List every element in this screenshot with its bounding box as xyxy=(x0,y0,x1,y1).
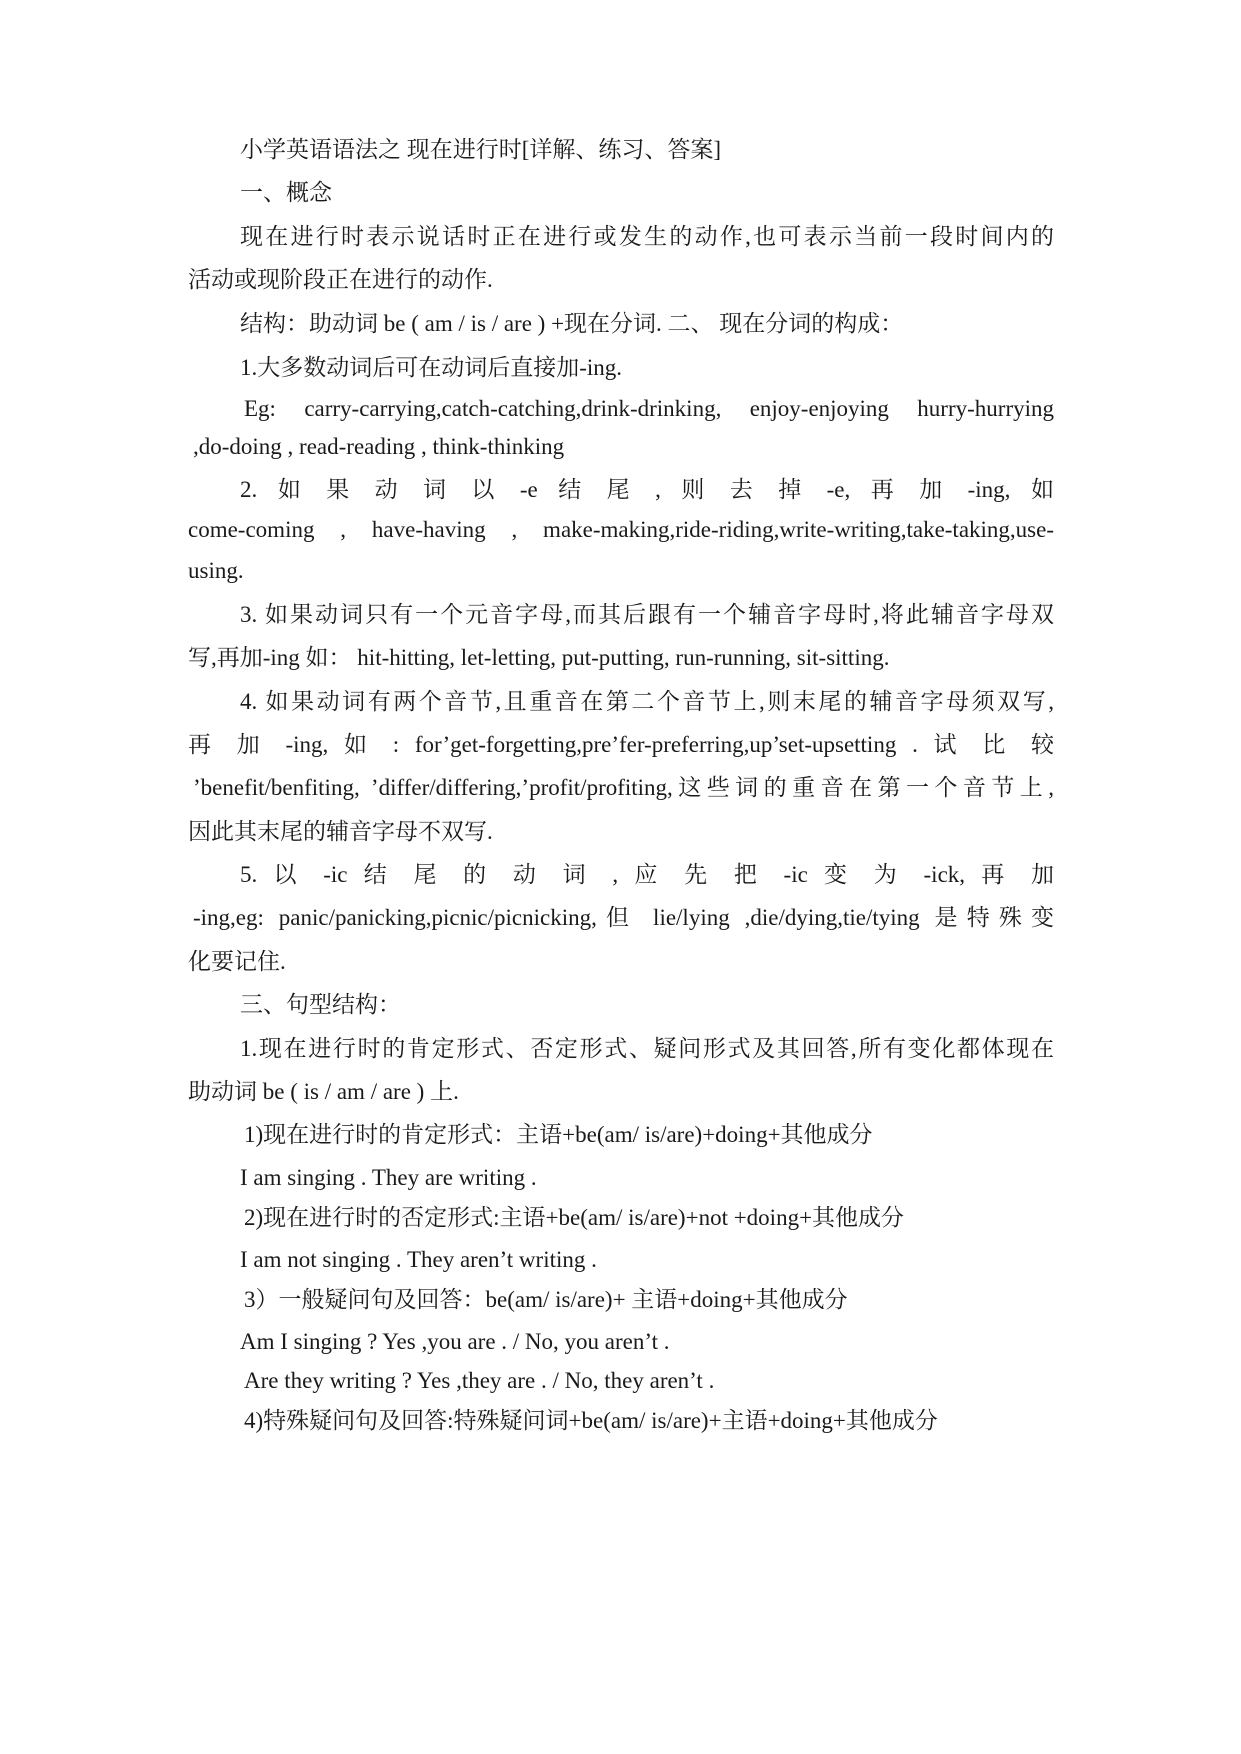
section-heading: 一、概念 xyxy=(240,180,332,205)
example-line: Am I singing ? Yes ,you are . / No, you aren’t . xyxy=(240,1329,670,1354)
paragraph-line: ’benefit/benfiting, ’differ/differing,’profit/profiting,这些词的重音在第一个音节上, xyxy=(193,775,1054,800)
paragraph-line: 4)特殊疑问句及回答:特殊疑问词+be(am/ is/are)+主语+doing+其他成分 xyxy=(244,1408,938,1433)
paragraph-line: 因此其末尾的辅音字母不双写. xyxy=(188,819,493,844)
paragraph-line: 现在进行时表示说话时正在进行或发生的动作,也可表示当前一段时间内的 xyxy=(240,224,1054,249)
paragraph-line: 1.大多数动词后可在动词后直接加-ing. xyxy=(240,355,623,380)
paragraph-line: 2)现在进行时的否定形式:主语+be(am/ is/are)+not +doing+其他成分 xyxy=(244,1205,905,1230)
paragraph-line: 1.现在进行时的肯定形式、否定形式、疑问形式及其回答,所有变化都体现在 xyxy=(240,1036,1054,1061)
paragraph-line: -ing,eg: panic/panicking,picnic/picnicking,但 lie/lying ,die/dying,tie/tying 是特殊变 xyxy=(193,905,1054,930)
paragraph-line: using. xyxy=(188,558,244,583)
section-heading: 三、句型结构： xyxy=(240,992,401,1017)
example-line: Are they writing ? Yes ,they are . / No, they aren’t . xyxy=(244,1368,715,1393)
paragraph-line: ,do-doing , read-reading , think-thinking xyxy=(193,434,565,459)
paragraph-line: come-coming , have-having , make-making,ride-riding,write-writing,take-taking,use- xyxy=(188,517,1054,542)
paragraph-line: 助动词 be ( is / am / are ) 上. xyxy=(188,1079,459,1104)
document-title: 小学英语语法之 现在进行时[详解、练习、答案] xyxy=(240,137,722,162)
paragraph-line: 3）一般疑问句及回答：be(am/ is/are)+ 主语+doing+其他成分 xyxy=(244,1287,848,1312)
paragraph-line: 化要记住. xyxy=(188,949,286,974)
paragraph-line: 活动或现阶段正在进行的动作. xyxy=(188,267,493,292)
document-page xyxy=(188,0,1054,1754)
paragraph-line: 4. 如果动词有两个音节,且重音在第二个音节上,则末尾的辅音字母须双写, xyxy=(240,689,1054,714)
example-line: I am not singing . They aren’t writing . xyxy=(240,1247,597,1272)
paragraph-line: 写,再加-ing 如： hit-hitting, let-letting, put-putting, run-running, sit-sitting. xyxy=(188,645,890,670)
paragraph-line: 2. 如 果 动 词 以 -e 结 尾 , 则 去 掉 -e, 再 加 -ing, 如 xyxy=(240,477,1054,502)
paragraph-line: 再 加 -ing, 如 : for’get-forgetting,pre’fer-preferring,up’set-upsetting . 试 比 较 xyxy=(188,732,1054,757)
example-line: I am singing . They are writing . xyxy=(240,1165,537,1190)
paragraph-line: 3. 如果动词只有一个元音字母,而其后跟有一个辅音字母时,将此辅音字母双 xyxy=(240,602,1054,627)
paragraph-line: Eg: carry-carrying,catch-catching,drink-drinking, enjoy-enjoying hurry-hurrying xyxy=(244,396,1054,421)
paragraph-line: 1)现在进行时的肯定形式：主语+be(am/ is/are)+doing+其他成分 xyxy=(244,1122,873,1147)
paragraph-line: 5. 以 -ic 结 尾 的 动 词 , 应 先 把 -ic 变 为 -ick, 再 加 xyxy=(240,862,1054,887)
paragraph-line: 结构：助动词 be ( am / is / are ) +现在分词. 二、 现在分词的构成： xyxy=(240,311,904,336)
